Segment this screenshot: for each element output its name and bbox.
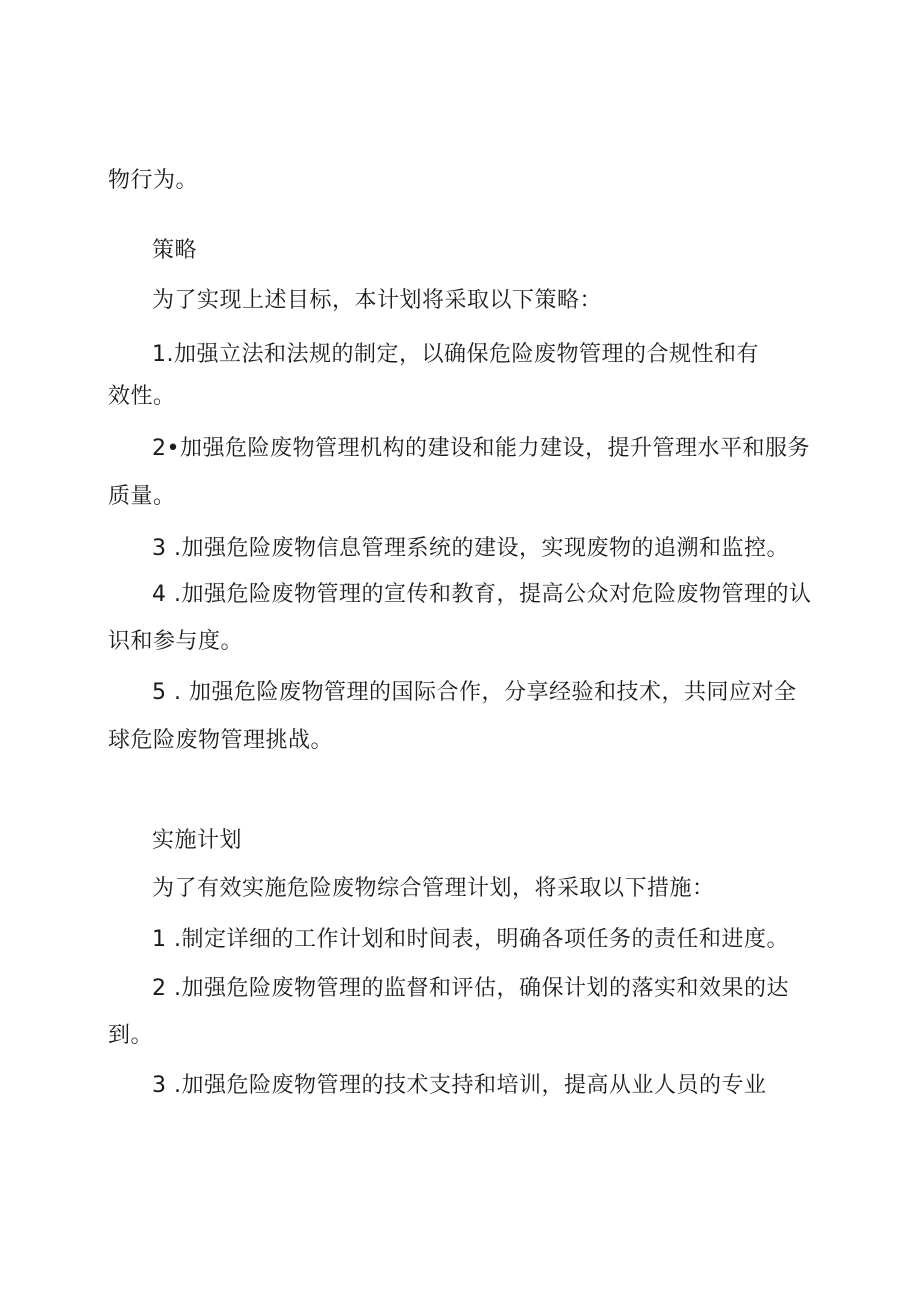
strategy-item-4-cont: 识和参与度。 (108, 629, 244, 654)
strategy-intro: 为了实现上述目标，本计划将采取以下策略： (152, 288, 603, 313)
strategy-item-2-cont: 质量。 (108, 484, 176, 509)
section-heading-implementation: 实施计划 (152, 828, 243, 853)
strategy-item-5: 5 . 加强危险废物管理的国际合作，分享经验和技术，共同应对全 (152, 680, 797, 705)
implementation-intro: 为了有效实施危险废物综合管理计划，将采取以下措施： (152, 876, 715, 901)
strategy-item-1: 1.加强立法和法规的制定，以确保危险废物管理的合规性和有 (152, 342, 759, 367)
implementation-item-2-cont: 到。 (108, 1023, 154, 1048)
strategy-item-3: 3 .加强危险废物信息管理系统的建设，实现废物的追溯和监控。 (152, 536, 789, 561)
strategy-item-5-cont: 球危险废物管理挑战。 (108, 728, 334, 753)
continuation-text: 物行为。 (108, 168, 199, 193)
strategy-item-2: 2•加强危险废物管理机构的建设和能力建设，提升管理水平和服务 (152, 436, 810, 461)
strategy-item-4: 4 .加强危险废物管理的宣传和教育，提高公众对危险废物管理的认 (152, 582, 812, 607)
implementation-item-1: 1 .制定详细的工作计划和时间表，明确各项任务的责任和进度。 (152, 927, 789, 952)
strategy-item-1-cont: 效性。 (108, 384, 176, 409)
implementation-item-2: 2 .加强危险废物管理的监督和评估，确保计划的落实和效果的达 (152, 976, 789, 1001)
implementation-item-3: 3 .加强危险废物管理的技术支持和培训，提高从业人员的专业 (152, 1073, 767, 1098)
section-heading-strategy: 策略 (152, 238, 198, 263)
